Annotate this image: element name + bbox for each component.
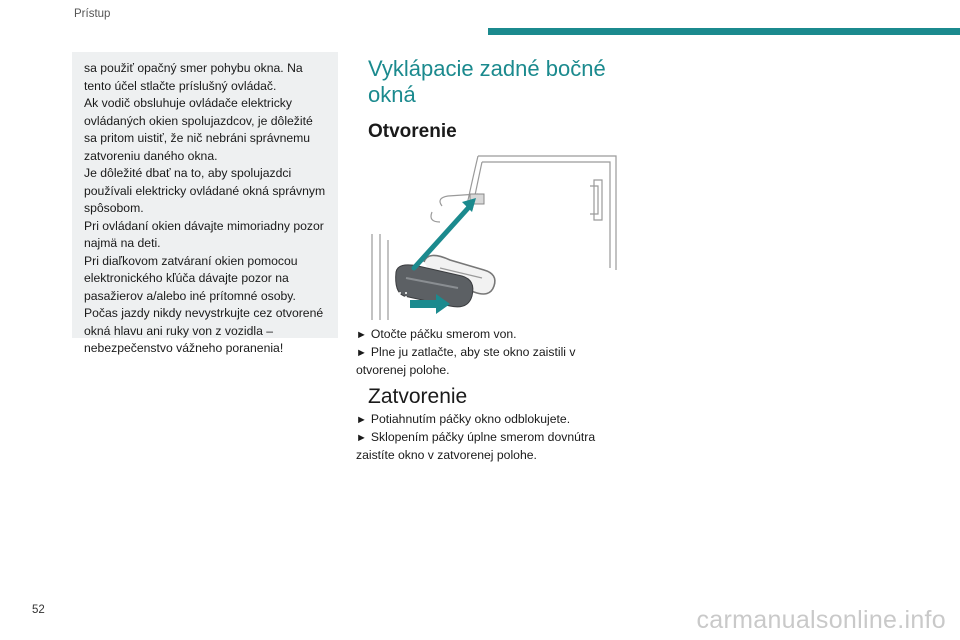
heading-opening: Otvorenie	[368, 121, 457, 142]
note-line: Počas jazdy nikdy nevystrkujte cez otvorené	[84, 306, 324, 320]
note-line: používali elektricky ovládané okná správnym	[84, 183, 326, 198]
note-line: ovládaných okien spolujazdcov, je dôležité	[84, 113, 313, 128]
note-line: nebezpečenstvo vážneho poranenia!	[84, 341, 284, 355]
section-title-line: Vyklápacie zadné bočné	[368, 56, 606, 81]
bullet-arrow-icon: ►	[356, 432, 367, 444]
step-text: Otočte páčku smerom von.	[370, 327, 517, 341]
safety-note-text	[84, 60, 328, 358]
page-number: 52	[32, 604, 45, 616]
note-line: zatvoreniu daného okna.	[84, 148, 218, 163]
step-text: Sklopením páčky úplne smerom dovnútra	[370, 430, 596, 444]
step-item	[356, 344, 626, 362]
watermark: carmanualsonline.info	[696, 606, 946, 634]
note-line: Je dôležité dbať na to, aby spolujazdci	[84, 166, 292, 180]
header-accent-bar	[488, 28, 960, 35]
note-line: Pri ovládaní okien dávajte mimoriadny pozor	[84, 218, 324, 233]
note-line: pasažierov a/alebo iné prítomné osoby.	[84, 288, 296, 303]
bullet-arrow-icon: ►	[356, 414, 367, 426]
section-label: Prístup	[74, 8, 111, 20]
note-line: Pri diaľkovom zatváraní okien pomocou	[84, 253, 298, 268]
step-continuation: zaistíte okno v zatvorenej polohe.	[356, 448, 537, 462]
section-title	[368, 56, 606, 108]
note-line: tento účel stlačte príslušný ovládač.	[84, 78, 277, 93]
note-line: elektronického kľúča dávajte pozor na	[84, 271, 289, 285]
note-line: spôsobom.	[84, 201, 144, 215]
window-latch-illustration	[366, 150, 622, 320]
note-line: najmä na deti.	[84, 236, 161, 250]
section-title-line: okná	[368, 82, 416, 107]
closing-steps	[356, 411, 626, 464]
note-line: okná hlavu ani ruky von z vozidla –	[84, 323, 274, 338]
note-line: Ak vodič obsluhuje ovládače elektricky	[84, 96, 292, 110]
step-text: Plne ju zatlačte, aby ste okno zaistili v	[370, 345, 576, 359]
step-item	[356, 429, 626, 447]
heading-closing: Zatvorenie	[368, 385, 468, 408]
safety-note-box	[72, 52, 338, 355]
bullet-arrow-icon: ►	[356, 347, 367, 359]
step-item	[356, 326, 626, 344]
step-continuation: otvorenej polohe.	[356, 363, 450, 377]
note-line: sa pritom uistiť, že nič nebráni správnemu	[84, 131, 311, 145]
opening-steps	[356, 326, 626, 379]
step-text: Potiahnutím páčky okno odblokujete.	[370, 412, 571, 426]
step-item	[356, 411, 626, 429]
bullet-arrow-icon: ►	[356, 329, 367, 341]
note-line: sa použiť opačný smer pohybu okna. Na	[84, 61, 303, 75]
